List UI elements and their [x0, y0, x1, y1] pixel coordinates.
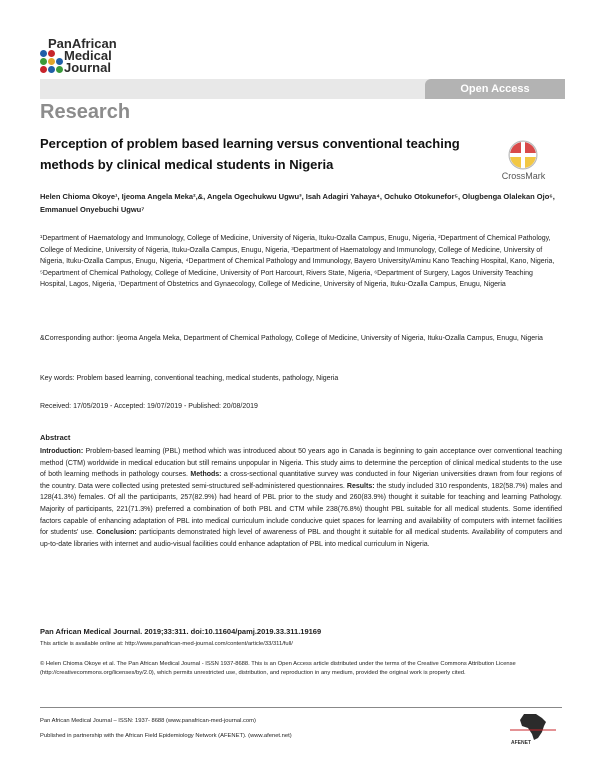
affiliations: ¹Department of Haematology and Immunology, College of Medicine, University of Nigeria, Ituku-Ozalla Campus, Enugu, Nigeria, ²Department of Chemical Pathology, College of Medicine, University of Nigeria, Ituku-Ozalla Campus, Enugu, Nigeria, ³Department of Haematology and Immunology, College of Medicine, University of Nigeria, Ituku-Ozalla Campus, Enugu, Nigeria, ⁴Department of Chemical Pathology and Immunology, Bayero University/Aminu Kano Teaching Hospital, Kano, Nigeria, ⁵Department of Chemical Pathology, College of Medicine, University of Port Harcourt, Rivers State, Nigeria, ⁶Department of Surgery, Lagos University Teaching Hospital, Lagos, Nigeria, ⁷Department of Obstetrics and Gynaecology, College of Medicine, University of Nigeria, Ituku-Ozalla Campus, Enugu, Nigeria: [40, 235, 555, 288]
citation: Pan African Medical Journal. 2019;33:311. doi:10.11604/pamj.2019.33.311.19169: [40, 627, 322, 636]
crossmark-label: CrossMark: [501, 171, 546, 181]
abstract-intro-label: Introduction:: [40, 448, 84, 455]
logo-line1: PanAfrican: [48, 36, 117, 51]
afenet-label: AFENET: [511, 740, 531, 746]
abstract-conclusion-label: Conclusion:: [96, 529, 137, 537]
keywords: Key words: Problem based learning, conventional teaching, medical students, pathology, Nigeria: [40, 375, 339, 382]
abstract-body: [40, 446, 562, 550]
abstract-heading: Abstract: [40, 433, 71, 442]
article-title: Perception of problem based learning versus conventional teaching methods by clinical medical students in Nigeria: [40, 136, 460, 172]
logo-line3: Journal: [64, 60, 111, 75]
corresponding-author: &Corresponding author: Ijeoma Angela Meka, Department of Chemical Pathology, College of Medicine, University of Nigeria, Ituku-Ozalla Campus, Enugu, Nigeria: [40, 335, 543, 342]
publication-dates: Received: 17/05/2019 - Accepted: 19/07/2019 - Published: 20/08/2019: [40, 403, 258, 410]
footer-journal-info: Pan African Medical Journal – ISSN: 1937- 8688 (www.panafrican-med-journal.com): [40, 718, 256, 724]
abstract-methods-label: Methods:: [190, 471, 222, 479]
open-access-badge: Open Access: [425, 79, 565, 99]
license-text: © Helen Chioma Okoye et al. The Pan African Medical Journal - ISSN 1937-8688. This is an Open Access article distributed under the terms of the Creative Commons Attribution License (http://creativecommons.org/licenses/by/2.0), which permits unrestricted use, distribution, and reproduction in any medium, provided the original work is properly cited.: [40, 661, 516, 676]
abstract-conclusion: participants demonstrated high level of awareness of PBL and thought it suitable for all medical students. Availability of computers and up-to-date libraries with internet and audio-visual facilities could enhance adaptation of PBL into medical curriculum in Nigeria.: [40, 529, 562, 548]
abstract-results: the study included 310 respondents, 182(58.7%) males and 128(41.3%) females. Of all the participants, 257(82.9%) had heard of PBL prior to the study and 260(83.9%) thought it suitable for teaching and learning Pathology. Majority of participants, 221(71.3%) preferred a combination of both PBL and CTM while 238(76.8%) thought PBL suitable for all medical students. Some identified factors capable of enhancing adaptation of PBL into medical curriculum include conducive quiet spaces for learning and availability of computers with internet facilities for students' use.: [40, 482, 563, 537]
footer-divider: [40, 707, 562, 708]
abstract-intro: Problem-based learning (PBL) method which was introduced about 50 years ago in Canada is beginning to gain acceptance over conventional teaching method (CTM) worldwide in medical education but still remains unpopular in Nigeria. This study aims to determine the perception of clinical medical students to the use of both learning methods in pathology courses.: [40, 448, 562, 479]
section-label: Research: [40, 101, 131, 123]
africa-map-icon: [506, 712, 561, 742]
logo-line2: Medical: [64, 48, 112, 63]
crossmark-badge[interactable]: [496, 138, 551, 186]
footer-partnership: Published in partnership with the African Field Epidemiology Network (AFENET). (www.afenet.net): [40, 733, 292, 739]
abstract-results-label: Results:: [346, 482, 375, 490]
abstract-methods: a cross-sectional quantitative survey was conducted in four Nigerian universities drawn from four regions of the country. Data were collected using pretested semi-structured self-administered questionnaires.: [40, 471, 562, 490]
author-list: Helen Chioma Okoye¹, Ijeoma Angela Meka²,&, Angela Ogechukwu Ugwu³, Isah Adagiri Yahaya⁴, Ochuko Otokunefor⁵, Olugbenga Olalekan Ojo⁶, Emmanuel Onyebuchi Ugwu⁷: [40, 192, 555, 214]
available-online[interactable]: This article is available online at: http://www.panafrican-med-journal.com/content/article/33/311/full/: [40, 641, 293, 647]
